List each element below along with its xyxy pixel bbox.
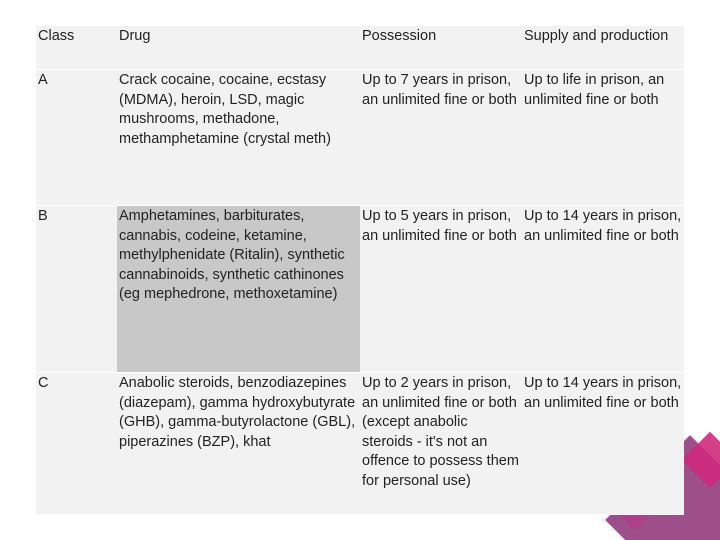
- possession-cell: Up to 2 years in prison, an unlimited fine or both (except anabolic steroids - it's not an offence to possess them for personal use): [360, 373, 522, 515]
- supply-cell: Up to life in prison, an unlimited fine or both: [522, 70, 684, 206]
- possession-cell: Up to 5 years in prison, an unlimited fine or both: [360, 206, 522, 373]
- supply-cell: Up to 14 years in prison, an unlimited fine or both: [522, 373, 684, 515]
- supply-cell: Up to 14 years in prison, an unlimited fine or both: [522, 206, 684, 373]
- header-supply: Supply and production: [522, 26, 684, 70]
- table-row: [36, 70, 684, 206]
- header-class: Class: [36, 26, 117, 70]
- drug-cell: Crack cocaine, cocaine, ecstasy (MDMA), heroin, LSD, magic mushrooms, methadone, methamphetamine (crystal meth): [117, 70, 360, 206]
- class-cell: A: [36, 70, 117, 206]
- drug-classification-table: [36, 26, 684, 515]
- header-possession: Possession: [360, 26, 522, 70]
- drug-cell: Amphetamines, barbiturates, cannabis, codeine, ketamine, methylphenidate (Ritalin), synthetic cannabinoids, synthetic cathinones (eg mephedrone, methoxetamine): [117, 206, 360, 373]
- table-row: [36, 373, 684, 515]
- table-header-row: [36, 26, 684, 70]
- possession-cell: Up to 7 years in prison, an unlimited fine or both: [360, 70, 522, 206]
- header-drug: Drug: [117, 26, 360, 70]
- table-row: [36, 206, 684, 373]
- class-cell: B: [36, 206, 117, 373]
- class-cell: C: [36, 373, 117, 515]
- drug-cell: Anabolic steroids, benzodiazepines (diazepam), gamma hydroxybutyrate (GHB), gamma-butyrolactone (GBL), piperazines (BZP), khat: [117, 373, 360, 515]
